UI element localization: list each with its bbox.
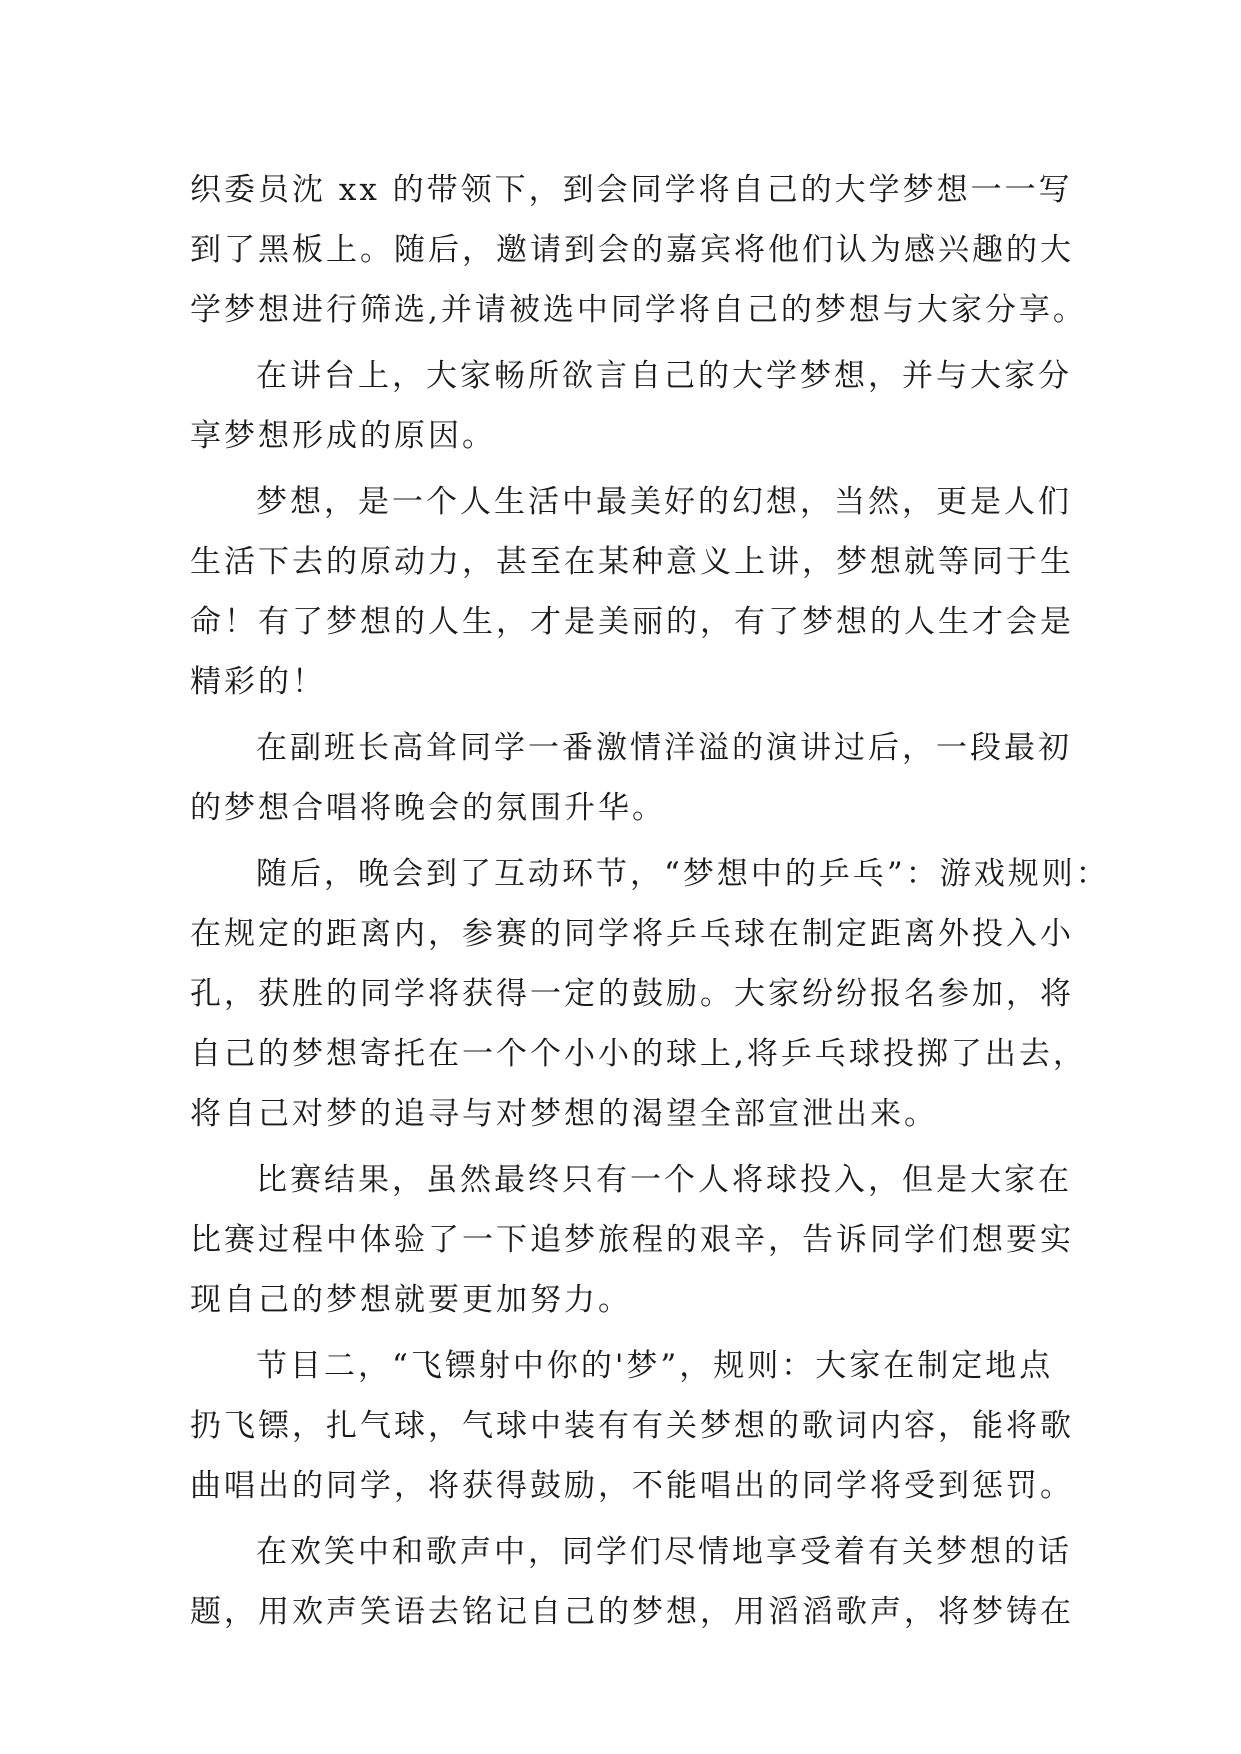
text-line: 现自己的梦想就要更加努力。 [190,1282,632,1318]
text-line: 孔，获胜的同学将获得一定的鼓励。大家纷纷报名参加，将 [190,976,1074,1012]
paragraph-start: 比赛结果，虽然最终只有一个人将球投入，但是大家在 [256,1162,1072,1198]
text-line: 将自己对梦的追寻与对梦想的渴望全部宣泄出来。 [190,1096,938,1132]
text-line: 的梦想合唱将晚会的氛围升华。 [190,790,666,826]
text-line: 织委员沈 xx 的带领下，到会同学将自己的大学梦想一一写 [190,172,1073,208]
text-line: 题，用欢声笑语去铭记自己的梦想，用滔滔歌声，将梦铸在 [190,1594,1074,1630]
text-line: 学梦想进行筛选,并请被选中同学将自己的梦想与大家分享。 [190,292,1087,328]
text-line: 曲唱出的同学，将获得鼓励，不能唱出的同学将受到惩罚。 [190,1468,1074,1504]
paragraph-start: 在副班长高耸同学一番激情洋溢的演讲过后，一段最初 [256,730,1072,766]
text-line: 比赛过程中体验了一下追梦旅程的艰辛，告诉同学们想要实 [190,1222,1074,1258]
paragraph-start: 在欢笑中和歌声中，同学们尽情地享受着有关梦想的话 [256,1534,1072,1570]
paragraph-start: 随后，晚会到了互动环节，“梦想中的乒乓”：游戏规则： [256,856,1110,892]
paragraph-start: 梦想，是一个人生活中最美好的幻想，当然，更是人们 [256,484,1072,520]
text-line: 扔飞镖，扎气球，气球中装有有关梦想的歌词内容，能将歌 [190,1408,1074,1444]
paragraph-start: 在讲台上，大家畅所欲言自己的大学梦想，并与大家分 [256,358,1072,394]
text-line: 自己的梦想寄托在一个个小小的球上,将乒乓球投掷了出去， [190,1036,1087,1072]
text-line: 命！有了梦想的人生，才是美丽的，有了梦想的人生才会是 [190,604,1074,640]
text-line: 在规定的距离内，参赛的同学将乒乓球在制定距离外投入小 [190,916,1074,952]
document-body [190,160,1110,1642]
text-line: 生活下去的原动力，甚至在某种意义上讲，梦想就等同于生 [190,544,1074,580]
paragraph-start: 节目二，“飞镖射中你的'梦”，规则：大家在制定地点 [256,1348,1054,1384]
text-line: 享梦想形成的原因。 [190,418,496,454]
text-line: 到了黑板上。随后，邀请到会的嘉宾将他们认为感兴趣的大 [190,232,1074,268]
text-line: 精彩的！ [190,664,326,700]
